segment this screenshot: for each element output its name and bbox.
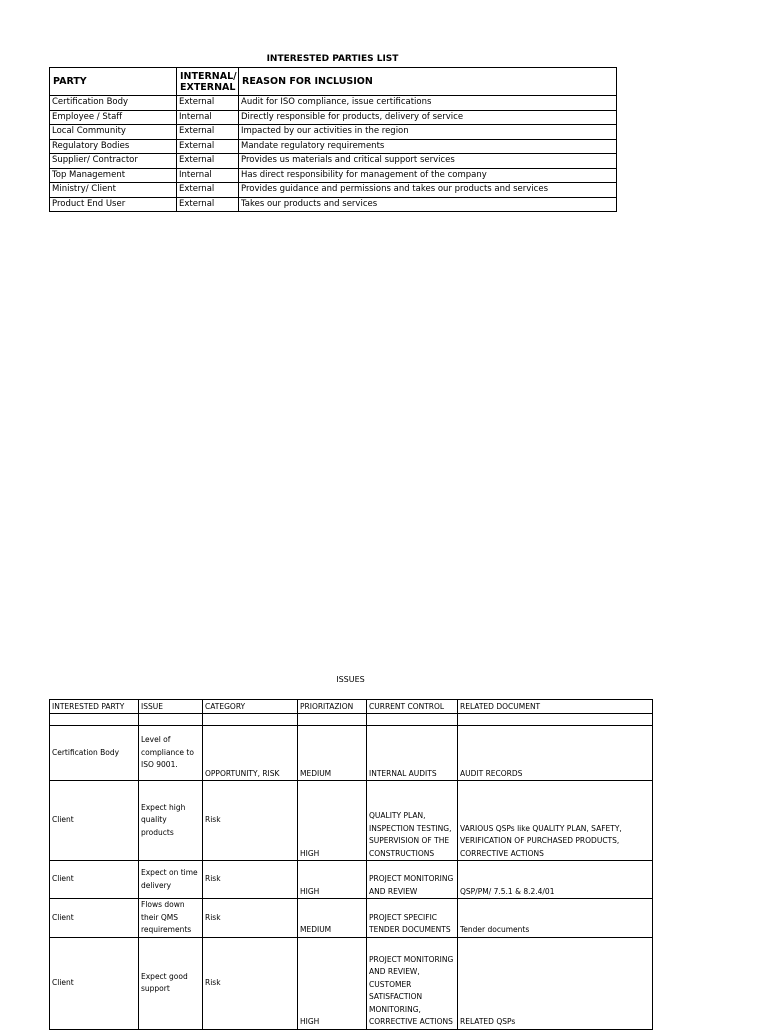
parties-list-title: INTERESTED PARTIES LIST <box>266 54 399 64</box>
type-cell: Internal <box>177 110 239 125</box>
type-cell: External <box>177 197 239 212</box>
table-row <box>50 899 653 938</box>
table-row <box>50 154 617 169</box>
category-cell: Risk <box>203 899 298 938</box>
reason-cell: Mandate regulatory requirements <box>239 139 617 154</box>
party-cell: Client <box>50 781 139 861</box>
table-row <box>50 139 617 154</box>
document-cell: QSP/PM/ 7.5.1 & 8.2.4/01 <box>458 861 653 899</box>
category-cell: Risk <box>203 861 298 899</box>
party-cell: Client <box>50 899 139 938</box>
table-row <box>50 781 653 861</box>
type-cell: External <box>177 96 239 111</box>
table-row <box>50 110 617 125</box>
reason-cell: Impacted by our activities in the region <box>239 125 617 140</box>
issue-cell: Expect good support <box>139 937 203 1029</box>
party-cell: Local Community <box>50 125 177 140</box>
priority-cell: HIGH <box>298 937 367 1029</box>
party-cell: Certification Body <box>50 96 177 111</box>
reason-cell: Provides us materials and critical support services <box>239 154 617 169</box>
control-cell: INTERNAL AUDITS <box>367 726 458 781</box>
party-cell: Top Management <box>50 168 177 183</box>
control-cell: PROJECT MONITORING AND REVIEW, CUSTOMER SATISFACTION MONITORING, CORRECTIVE ACTIONS <box>367 937 458 1029</box>
document-cell: VARIOUS QSPs like QUALITY PLAN, SAFETY, VERIFICATION OF PURCHASED PRODUCTS, CORRECTIVE ACTIONS <box>458 781 653 861</box>
header-current-control: CURRENT CONTROL <box>367 700 458 714</box>
document-cell: RELATED QSPs <box>458 937 653 1029</box>
type-cell: External <box>177 154 239 169</box>
type-cell: Internal <box>177 168 239 183</box>
issue-cell: Flows down their QMS requirements <box>139 899 203 938</box>
header-party: PARTY <box>50 68 177 96</box>
party-cell: Ministry/ Client <box>50 183 177 198</box>
control-cell: PROJECT SPECIFIC TENDER DOCUMENTS <box>367 899 458 938</box>
party-cell: Certification Body <box>50 726 139 781</box>
priority-cell: MEDIUM <box>298 726 367 781</box>
table-row <box>50 937 653 1029</box>
issues-title: ISSUES <box>336 675 365 684</box>
header-interested-party: INTERESTED PARTY <box>50 700 139 714</box>
reason-cell: Has direct responsibility for management of the company <box>239 168 617 183</box>
party-cell: Regulatory Bodies <box>50 139 177 154</box>
header-prioritization: PRIORITAZION <box>298 700 367 714</box>
priority-cell: HIGH <box>298 781 367 861</box>
header-type-line1: INTERNAL/ <box>180 70 237 82</box>
table-row <box>50 861 653 899</box>
control-cell: QUALITY PLAN, INSPECTION TESTING, SUPERVISION OF THE CONSTRUCTIONS <box>367 781 458 861</box>
table-header-row <box>50 700 653 714</box>
type-cell: External <box>177 125 239 140</box>
document-cell: Tender documents <box>458 899 653 938</box>
issue-cell: Expect on time delivery <box>139 861 203 899</box>
party-cell: Employee / Staff <box>50 110 177 125</box>
table-row <box>50 168 617 183</box>
party-cell: Product End User <box>50 197 177 212</box>
category-cell: Risk <box>203 937 298 1029</box>
priority-cell: MEDIUM <box>298 899 367 938</box>
reason-cell: Audit for ISO compliance, issue certifications <box>239 96 617 111</box>
type-cell: External <box>177 139 239 154</box>
reason-cell: Takes our products and services <box>239 197 617 212</box>
party-cell: Supplier/ Contractor <box>50 154 177 169</box>
table-row <box>50 96 617 111</box>
priority-cell: HIGH <box>298 861 367 899</box>
header-reason: REASON FOR INCLUSION <box>239 68 617 96</box>
category-cell: OPPORTUNITY, RISK <box>203 726 298 781</box>
header-category: CATEGORY <box>203 700 298 714</box>
reason-cell: Directly responsible for products, delivery of service <box>239 110 617 125</box>
header-related-document: RELATED DOCUMENT <box>458 700 653 714</box>
table-row <box>50 726 653 781</box>
issue-cell: Expect high quality products <box>139 781 203 861</box>
table-row <box>50 183 617 198</box>
interested-parties-table <box>49 67 617 212</box>
table-row <box>50 125 617 140</box>
party-cell: Client <box>50 937 139 1029</box>
control-cell: PROJECT MONITORING AND REVIEW <box>367 861 458 899</box>
table-row <box>50 197 617 212</box>
table-header-row <box>50 68 617 96</box>
header-type-line2: EXTERNAL <box>180 81 236 93</box>
category-cell: Risk <box>203 781 298 861</box>
document-cell: AUDIT RECORDS <box>458 726 653 781</box>
party-cell: Client <box>50 861 139 899</box>
header-internal-external <box>177 68 239 96</box>
type-cell: External <box>177 183 239 198</box>
empty-row <box>50 714 653 726</box>
reason-cell: Provides guidance and permissions and takes our products and services <box>239 183 617 198</box>
issues-table <box>49 699 653 1030</box>
header-issue: ISSUE <box>139 700 203 714</box>
issue-cell: Level of compliance to ISO 9001. <box>139 726 203 781</box>
